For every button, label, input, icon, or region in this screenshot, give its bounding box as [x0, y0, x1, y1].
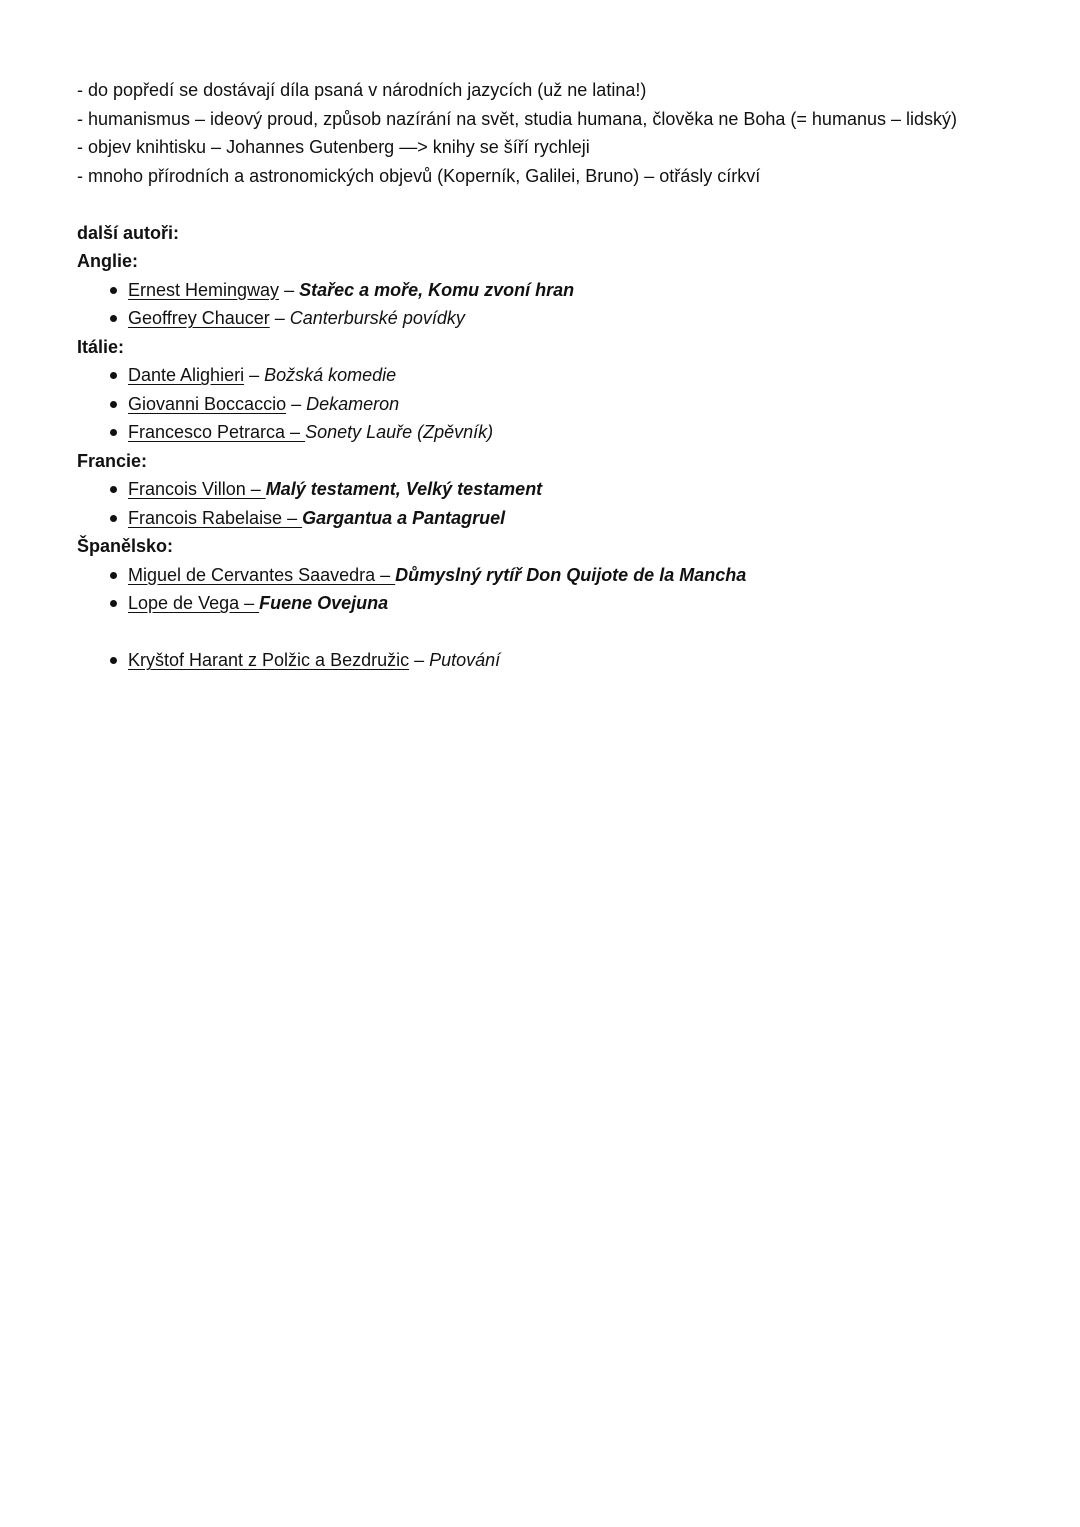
country-heading-spanelsko: Španělsko: [77, 536, 174, 556]
author-name: Ernest Hemingway [128, 279, 280, 300]
work-title: Božská komedie [264, 365, 397, 385]
list-item [77, 361, 1037, 390]
author-list-spanelsko [77, 561, 1037, 618]
list-item [77, 418, 1037, 447]
author-name: Francois Rabelaise – [128, 507, 303, 528]
work-title: Fuene Ovejuna [259, 593, 389, 613]
intro-line: - do popředí se dostávají díla psaná v národních jazycích (už ne latina!) [77, 80, 647, 100]
work-title: Gargantua a Pantagruel [302, 507, 506, 528]
list-item [77, 561, 1037, 590]
list-item [77, 276, 1037, 305]
list-item [77, 504, 1037, 533]
author-list-italie [77, 361, 1037, 447]
work-title: Malý testament, Velký testament [265, 479, 543, 499]
author-name: Francesco Petrarca – [128, 422, 306, 442]
list-item [77, 304, 1037, 333]
author-name: Geoffrey Chaucer [128, 308, 270, 328]
country-heading-anglie: Anglie: [77, 251, 138, 271]
intro-line: - mnoho přírodních a astronomických objevů (Koperník, Galilei, Bruno) – otřásly církví [77, 165, 761, 186]
country-heading-italie: Itálie: [77, 336, 125, 357]
work-title: Sonety Lauře (Zpěvník) [305, 422, 494, 442]
list-item [77, 390, 1037, 419]
list-item [77, 646, 1037, 675]
author-name: Giovanni Boccaccio [128, 393, 287, 414]
author-name: Dante Alighieri [128, 365, 245, 385]
work-title: Dekameron [306, 393, 400, 414]
author-name: Francois Villon – [128, 479, 266, 499]
list-item [77, 589, 1037, 618]
section-title: další autoři: [77, 222, 180, 243]
separator: – [286, 393, 307, 414]
list-item [77, 475, 1037, 504]
author-list-extra [77, 646, 1037, 675]
author-list-francie [77, 475, 1037, 532]
blank-line [77, 618, 1037, 647]
work-title: Důmyslný rytíř Don Quijote de la Mancha [395, 564, 747, 585]
document-content [77, 76, 1037, 675]
separator: – [409, 650, 430, 670]
author-name: Miguel de Cervantes Saavedra – [128, 564, 396, 585]
separator: – [269, 308, 290, 328]
author-name: Lope de Vega – [128, 593, 260, 613]
separator: – [244, 365, 265, 385]
work-title: Stařec a moře, Komu zvoní hran [299, 279, 575, 300]
intro-line: - objev knihtisku – Johannes Gutenberg —> knihy se šíří rychleji [77, 137, 590, 157]
intro-line: - humanismus – ideový proud, způsob nazírání na svět, studia humana, člověka ne Boha (= humanus – lidský) [77, 108, 957, 129]
separator: – [279, 279, 300, 300]
country-heading-francie: Francie: [77, 450, 148, 471]
author-name: Kryštof Harant z Polžic a Bezdružic [128, 650, 410, 670]
work-title: Putování [429, 650, 501, 670]
blank-line [77, 190, 1037, 219]
work-title: Canterburské povídky [289, 308, 465, 328]
author-list-anglie [77, 276, 1037, 333]
